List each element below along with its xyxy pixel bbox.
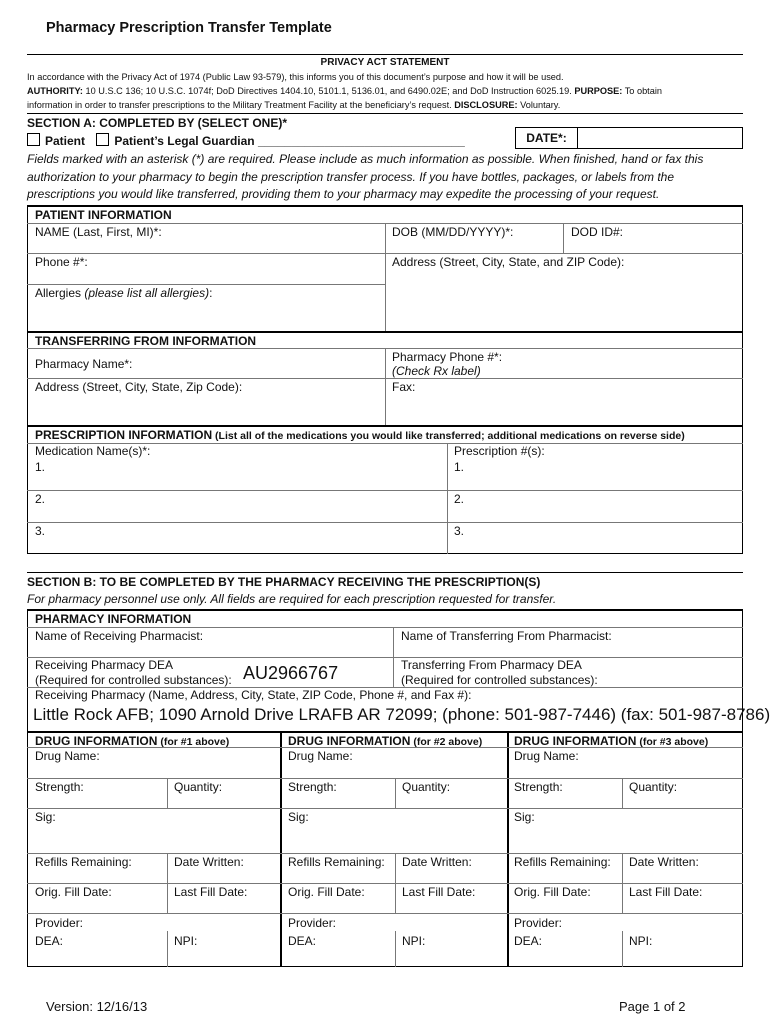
- address-field[interactable]: Address (Street, City, State, and ZIP Code):: [392, 255, 625, 269]
- patient-option-label: Patient: [45, 134, 86, 148]
- last-fill-field-3[interactable]: Last Fill Date:: [629, 885, 703, 899]
- dea-field-1[interactable]: DEA:: [35, 934, 64, 948]
- prescription-number-label: Prescription #(s):: [454, 444, 545, 458]
- grid-line: [27, 747, 743, 748]
- grid-line: [395, 853, 396, 913]
- date-written-field-2[interactable]: Date Written:: [402, 855, 472, 869]
- receiving-dea-label: Receiving Pharmacy DEA: [35, 658, 174, 672]
- grid-line: [27, 490, 743, 491]
- authority-label: AUTHORITY:: [27, 86, 83, 96]
- medication-row-2[interactable]: 2.: [35, 492, 46, 506]
- disclosure-text: Voluntary.: [517, 100, 561, 110]
- drug-name-field-1[interactable]: Drug Name:: [35, 749, 100, 763]
- page-number: Page 1 of 2: [619, 999, 686, 1014]
- grid-line: [385, 223, 386, 331]
- purpose-text: To obtain: [622, 86, 662, 96]
- grid-line: [27, 913, 743, 914]
- drug-heading-3-text: DRUG INFORMATION: [514, 734, 637, 748]
- page-title: Pharmacy Prescription Transfer Template: [46, 20, 332, 36]
- authority-text: 10 U.S.C 136; 10 U.S.C. 1074f; DoD Directives 1404.10, 5101.1, 5136.01, and 6490.02E; and DoD Instruction 6025.19.: [82, 86, 575, 96]
- receiving-dea-note: (Required for controlled substances):: [35, 673, 232, 687]
- drug-info-heading-1: [35, 734, 229, 748]
- allergies-note: (please list all allergies): [84, 286, 210, 300]
- date-written-field-3[interactable]: Date Written:: [629, 855, 699, 869]
- provider-field-2[interactable]: Provider:: [288, 916, 337, 930]
- provider-field-1[interactable]: Provider:: [35, 916, 84, 930]
- receiving-pharmacy-value[interactable]: Little Rock AFB; 1090 Arnold Drive LRAFB AR 72099; (phone: 501-987-7446) (fax: 501-987-8786): [33, 705, 770, 724]
- receiving-pharmacy-label: Receiving Pharmacy (Name, Address, City, State, ZIP Code, Phone #, and Fax #):: [35, 688, 472, 702]
- grid-line: [507, 731, 509, 967]
- grid-line: [280, 731, 282, 967]
- date-written-field-1[interactable]: Date Written:: [174, 855, 244, 869]
- drug-info-heading-2: [288, 734, 482, 748]
- medication-row-3[interactable]: 3.: [35, 524, 46, 538]
- grid-line: [385, 348, 386, 425]
- strength-field-3[interactable]: Strength:: [514, 780, 563, 794]
- drug-heading-1-note: (for #1 above): [157, 736, 230, 748]
- refills-field-1[interactable]: Refills Remaining:: [35, 855, 132, 869]
- disclosure-label: DISCLOSURE:: [454, 100, 518, 110]
- grid-line: [167, 778, 168, 808]
- grid-line: [447, 443, 448, 554]
- check-rx-label-note: (Check Rx label): [392, 364, 481, 378]
- drug-name-field-3[interactable]: Drug Name:: [514, 749, 579, 763]
- transferring-dea-label: Transferring From Pharmacy DEA: [401, 658, 582, 672]
- divider: [27, 572, 743, 573]
- grid-line: [27, 253, 743, 254]
- drug-name-field-2[interactable]: Drug Name:: [288, 749, 353, 763]
- divider: [27, 113, 743, 114]
- grid-line: [27, 425, 743, 427]
- prescription-heading-text: PRESCRIPTION INFORMATION: [35, 428, 213, 442]
- dod-id-field[interactable]: DOD ID#:: [571, 225, 624, 239]
- pharmacy-info-heading: PHARMACY INFORMATION: [35, 612, 192, 626]
- date-label: DATE*:: [516, 128, 578, 148]
- grid-line: [27, 331, 743, 333]
- quantity-field-3[interactable]: Quantity:: [629, 780, 678, 794]
- grid-line: [27, 627, 743, 628]
- pharmacy-phone-field[interactable]: Pharmacy Phone #*:: [392, 350, 503, 364]
- grid-line: [622, 778, 623, 808]
- privacy-line-1: In accordance with the Privacy Act of 1974 (Public Law 93-579), this informs you of this document’s purpose and how it will be used.: [27, 72, 564, 82]
- privacy-line-3: [27, 98, 743, 112]
- medication-name-label: Medication Name(s)*:: [35, 444, 151, 458]
- orig-fill-field-1[interactable]: Orig. Fill Date:: [35, 885, 112, 899]
- prescription-heading-note: (List all of the medications you would like transferred; additional medications on reverse side): [212, 430, 685, 442]
- transferring-dea-note: (Required for controlled substances):: [401, 673, 598, 687]
- version-label: Version: 12/16/13: [46, 999, 148, 1014]
- transferring-pharmacist-field[interactable]: Name of Transferring From Pharmacist:: [401, 629, 612, 643]
- dob-field[interactable]: DOB (MM/DD/YYYY)*:: [392, 225, 514, 239]
- grid-line: [27, 808, 743, 809]
- grid-line: [167, 931, 168, 967]
- privacy-heading: PRIVACY ACT STATEMENT: [320, 57, 450, 68]
- transfer-from-heading: TRANSFERRING FROM INFORMATION: [35, 334, 257, 348]
- date-field[interactable]: [515, 127, 743, 149]
- sig-field-3[interactable]: Sig:: [514, 810, 535, 824]
- transfer-address-field[interactable]: Address (Street, City, State, Zip Code):: [35, 380, 243, 394]
- pharmacy-name-field[interactable]: Pharmacy Name*:: [35, 357, 133, 371]
- drug-heading-2-text: DRUG INFORMATION: [288, 734, 411, 748]
- grid-line: [27, 731, 743, 733]
- drug-heading-2-note: (for #2 above): [410, 736, 483, 748]
- prescription-row-1[interactable]: 1.: [454, 460, 465, 474]
- orig-fill-field-2[interactable]: Orig. Fill Date:: [288, 885, 365, 899]
- instructions-line-2: authorization to your pharmacy to begin the prescription transfer process. If you have bottles, packages, or labels from the: [27, 169, 675, 184]
- patient-name-field[interactable]: NAME (Last, First, MI)*:: [35, 225, 162, 239]
- medication-row-1[interactable]: 1.: [35, 460, 46, 474]
- prescription-info-heading: [35, 428, 685, 442]
- grid-line: [395, 778, 396, 808]
- allergies-colon: :: [209, 286, 213, 300]
- drug-heading-1-text: DRUG INFORMATION: [35, 734, 158, 748]
- section-a-instructions: [27, 151, 747, 204]
- guardian-option-label: Patient’s Legal Guardian _______________________________: [114, 134, 465, 148]
- drug-heading-3-note: (for #3 above): [636, 736, 709, 748]
- strength-field-1[interactable]: Strength:: [35, 780, 84, 794]
- guardian-checkbox[interactable]: [96, 133, 109, 146]
- receiving-dea-value[interactable]: AU2966767: [243, 663, 339, 683]
- prescription-row-3[interactable]: 3.: [454, 524, 465, 538]
- allergies-label: Allergies: [35, 286, 85, 300]
- grid-line: [27, 883, 743, 884]
- grid-line: [27, 853, 743, 854]
- grid-line: [622, 931, 623, 967]
- sig-field-2[interactable]: Sig:: [288, 810, 309, 824]
- last-fill-field-2[interactable]: Last Fill Date:: [402, 885, 476, 899]
- completed-by-options: [27, 133, 465, 148]
- sig-field-1[interactable]: Sig:: [35, 810, 56, 824]
- grid-line: [27, 522, 743, 523]
- npi-field-2[interactable]: NPI:: [402, 934, 426, 948]
- npi-field-3[interactable]: NPI:: [629, 934, 653, 948]
- grid-line: [563, 223, 564, 253]
- npi-field-1[interactable]: NPI:: [174, 934, 198, 948]
- drug-info-heading-3: [514, 734, 708, 748]
- section-a-heading: SECTION A: COMPLETED BY (SELECT ONE)*: [27, 116, 288, 130]
- grid-line: [27, 778, 743, 779]
- prescription-row-2[interactable]: 2.: [454, 492, 465, 506]
- instructions-line-3: prescriptions you would like transferred, providing them to your pharmacy may expedite the processing of your request.: [27, 187, 660, 201]
- privacy-line-3-text: information in order to transfer prescriptions to the Military Treatment Facility at the beneficiary’s request.: [27, 100, 455, 110]
- grid-line: [167, 853, 168, 913]
- grid-line: [27, 378, 743, 379]
- grid-line: [27, 284, 385, 285]
- quantity-field-2[interactable]: Quantity:: [402, 780, 451, 794]
- privacy-line-2: [27, 84, 743, 98]
- refills-field-2[interactable]: Refills Remaining:: [288, 855, 385, 869]
- grid-line: [622, 853, 623, 913]
- patient-info-heading: PATIENT INFORMATION: [35, 208, 172, 222]
- grid-line: [395, 931, 396, 967]
- refills-field-3[interactable]: Refills Remaining:: [514, 855, 611, 869]
- dea-field-3[interactable]: DEA:: [514, 934, 543, 948]
- purpose-label: PURPOSE:: [574, 86, 623, 96]
- allergies-field[interactable]: [35, 286, 212, 300]
- strength-field-2[interactable]: Strength:: [288, 780, 337, 794]
- privacy-text: [27, 70, 743, 112]
- phone-field[interactable]: Phone #*:: [35, 255, 88, 269]
- section-b-heading: SECTION B: TO BE COMPLETED BY THE PHARMACY RECEIVING THE PRESCRIPTION(S): [27, 575, 541, 589]
- section-b-note: For pharmacy personnel use only. All fields are required for each prescription requested for transfer.: [27, 592, 557, 606]
- divider: [27, 54, 743, 55]
- dea-field-2[interactable]: DEA:: [288, 934, 317, 948]
- last-fill-field-1[interactable]: Last Fill Date:: [174, 885, 248, 899]
- receiving-pharmacist-field[interactable]: Name of Receiving Pharmacist:: [35, 629, 204, 643]
- instructions-line-1: Fields marked with an asterisk (*) are required. Please include as much information as possible. When finished, hand or fax this: [27, 152, 704, 166]
- patient-checkbox[interactable]: [27, 133, 40, 146]
- provider-field-3[interactable]: Provider:: [514, 916, 563, 930]
- quantity-field-1[interactable]: Quantity:: [174, 780, 223, 794]
- fax-field[interactable]: Fax:: [392, 380, 416, 394]
- orig-fill-field-3[interactable]: Orig. Fill Date:: [514, 885, 591, 899]
